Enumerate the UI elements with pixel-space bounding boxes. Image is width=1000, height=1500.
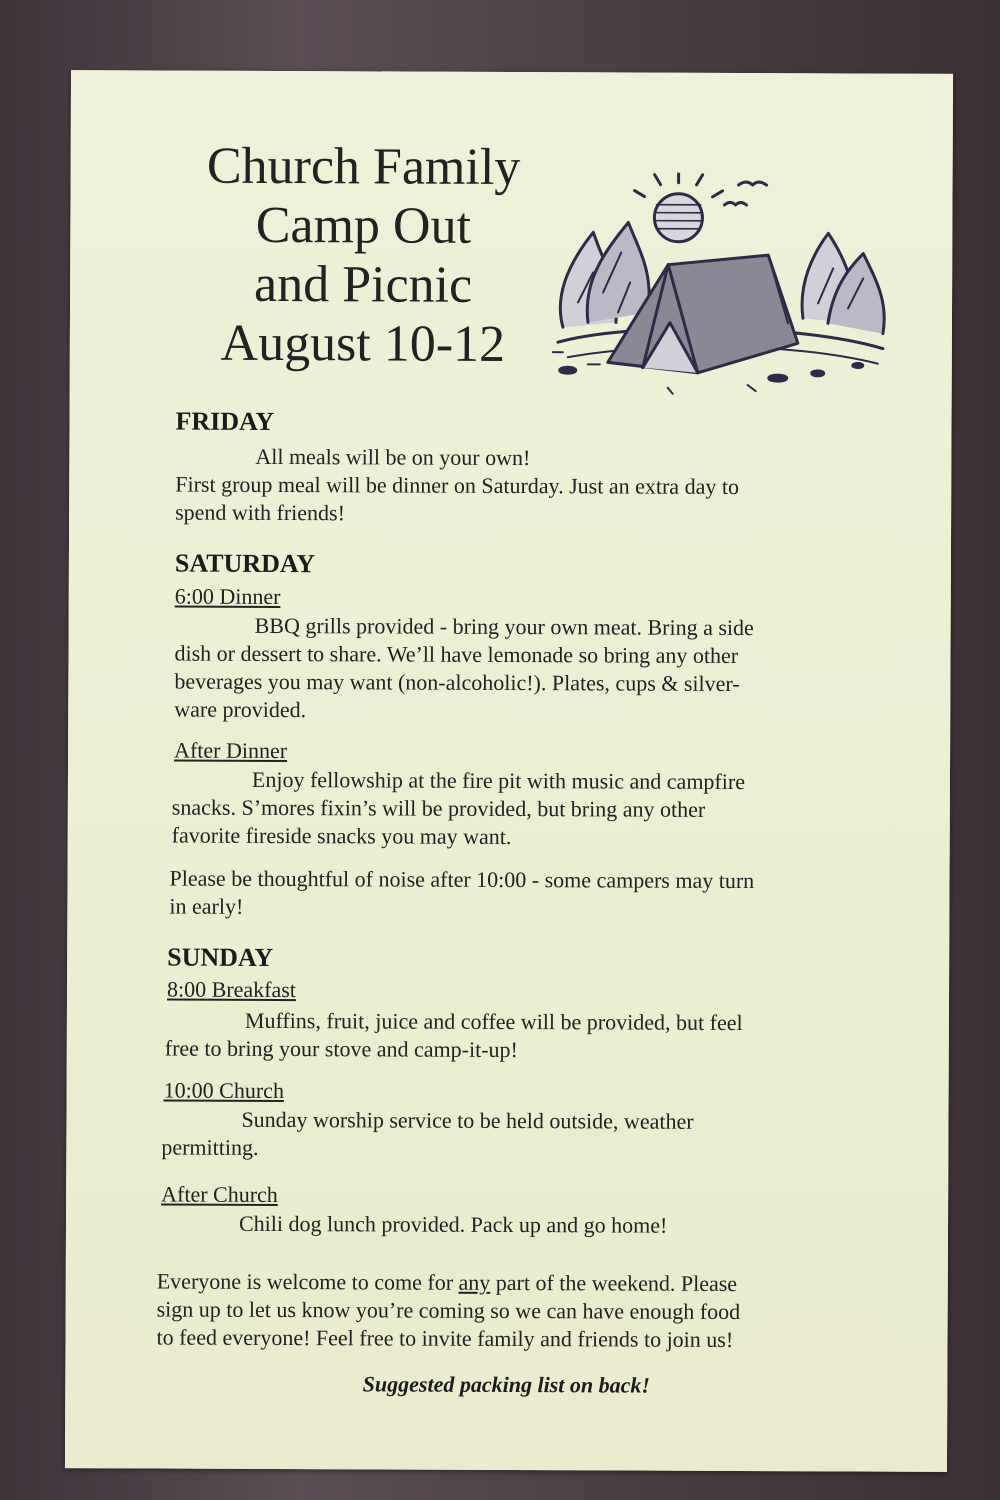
- text-line: dish or dessert to share. We’ll have lemonade so bring any other: [174, 640, 739, 668]
- text-line: All meals will be on your own!: [255, 443, 531, 471]
- friday-heading: FRIDAY: [175, 406, 275, 436]
- text-line: Muffins, fruit, juice and coffee will be provided, but feel: [244, 1007, 743, 1036]
- saturday-after-dinner-text: [172, 766, 892, 853]
- text-line: sign up to let us know you’re coming so we can have enough food: [156, 1296, 741, 1325]
- sunday-heading: SUNDAY: [167, 942, 274, 972]
- sunday-church-label: 10:00 Church: [163, 1077, 285, 1104]
- title-line: and Picnic: [253, 255, 473, 314]
- title-line: Church Family: [206, 137, 521, 197]
- sunday-breakfast-label: 8:00 Breakfast: [166, 976, 297, 1003]
- text-line: First group meal will be dinner on Saturday. Just an extra day to: [175, 471, 740, 500]
- closing-text: Everyone is welcome to come for: [156, 1268, 459, 1295]
- sunday-after-church-text: [159, 1209, 879, 1240]
- text-line: snacks. S’mores fixin’s will be provided, but bring any other: [171, 794, 706, 822]
- saturday-after-dinner-label: After Dinner: [174, 737, 288, 764]
- packing-list-note: Suggested packing list on back!: [362, 1371, 651, 1398]
- text-line: ware provided.: [174, 696, 307, 723]
- text-line: spend with friends!: [175, 499, 346, 526]
- flyer-title: [178, 137, 549, 375]
- title-line: Camp Out: [255, 196, 472, 255]
- closing-text: part of the weekend. Please: [490, 1269, 738, 1297]
- text-line: Enjoy fellowship at the fire pit with music and campfire: [251, 766, 746, 795]
- text-line: in early!: [169, 893, 244, 919]
- text-line: free to bring your stove and camp-it-up!: [164, 1035, 518, 1063]
- text-line: Sunday worship service to be held outside, weather: [241, 1106, 694, 1134]
- flyer-paper: [65, 70, 953, 1472]
- text-line: beverages you may want (non-alcoholic!). Plates, cups & silver-: [174, 668, 740, 697]
- saturday-heading: SATURDAY: [174, 548, 316, 579]
- text-line: BBQ grills provided - bring your own meat. Bring a side: [254, 612, 754, 641]
- title-line: August 10-12: [220, 314, 506, 373]
- saturday-noise-note: [169, 865, 889, 924]
- saturday-dinner-label: 6:00 Dinner: [174, 583, 281, 610]
- closing-emphasis: any: [458, 1269, 491, 1295]
- tent-campsite-icon: [548, 172, 894, 399]
- text-line: Chili dog lunch provided. Pack up and go home!: [238, 1210, 668, 1238]
- sunday-breakfast-text: [165, 1007, 885, 1066]
- text-line: to feed everyone! Feel free to invite family and friends to join us!: [156, 1324, 734, 1352]
- text-line: [157, 1267, 897, 1298]
- sunday-church-text: [161, 1105, 881, 1164]
- sunday-after-church-label: After Church: [161, 1181, 278, 1207]
- text-line: favorite fireside snacks you may want.: [171, 822, 512, 850]
- saturday-dinner-text: [174, 612, 894, 727]
- text-line: permitting.: [161, 1134, 259, 1160]
- text-line: Please be thoughtful of noise after 10:00 - some campers may turn: [169, 865, 755, 894]
- friday-text: [175, 443, 895, 530]
- closing-paragraph: [156, 1267, 896, 1354]
